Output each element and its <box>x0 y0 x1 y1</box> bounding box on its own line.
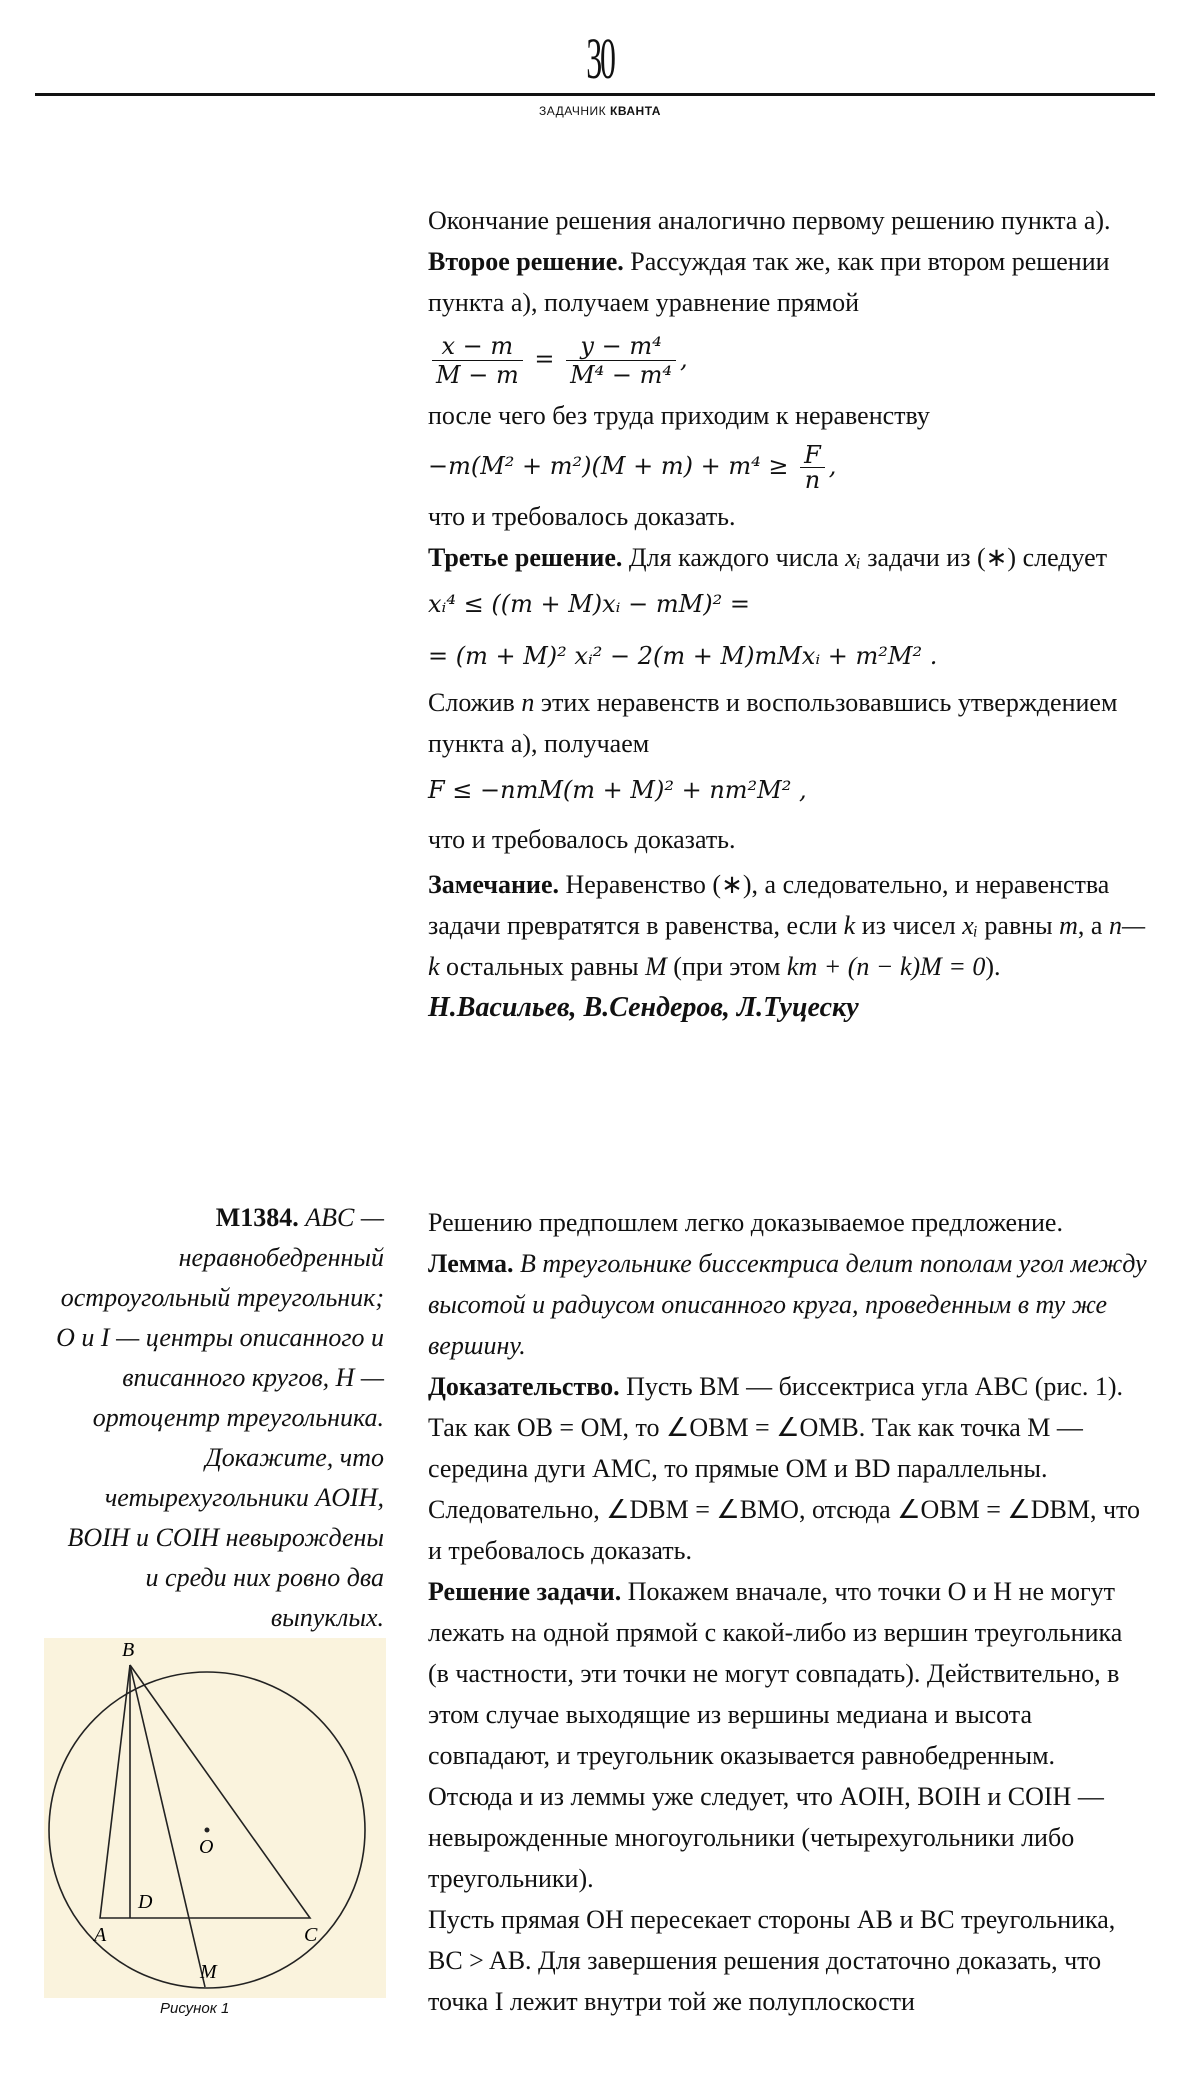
triangle-abc <box>100 1665 310 1918</box>
bisector-bm <box>130 1665 205 1987</box>
figure-1-drawing <box>44 1638 386 1998</box>
qed-two: что и требовалось доказать. <box>428 825 736 854</box>
authors: Н.Васильев, В.Сендеров, Л.Туцеску <box>428 992 859 1023</box>
running-head <box>0 104 1200 118</box>
third-solution-text-a: Для каждого числа <box>622 543 846 572</box>
label-b: B <box>122 1639 135 1661</box>
sum-text-b: этих неравенств и воспользовавшись утверждением пункта а), получаем <box>428 688 1118 758</box>
fraction-right-den: M⁴ − m⁴ <box>570 361 673 389</box>
third-solution <box>428 537 1148 578</box>
upper-column <box>428 200 1148 1028</box>
header-rule <box>35 93 1155 96</box>
inequality-two-line2: = (m + M)² xᵢ² − 2(m + M)mMxᵢ + m²M² . <box>428 642 938 670</box>
equals-sign: = <box>534 345 555 373</box>
hence-paragraph: Отсюда и из леммы уже следует, что AOIH, BOIH и COIH — невырожденные многоугольники (четырехугольники либо треугольники). <box>428 1782 1104 1893</box>
problem-id: М1384. <box>215 1203 299 1232</box>
remark-a: Неравенство (∗), а следовательно, и неравенства задачи превратятся в равенства, если <box>428 870 1110 940</box>
last-paragraph: Пусть прямая OH пересекает стороны AB и BC треугольника, BC > AB. Для завершения решения достаточно доказать, что точка I лежит внутри той же полуплоскости <box>428 1905 1116 2016</box>
remark-k: k <box>843 911 856 940</box>
lemma-label: Лемма. <box>428 1249 514 1278</box>
running-head-bold: КВАНТА <box>610 104 661 118</box>
solution-label: Решение задачи. <box>428 1577 622 1606</box>
remark-nk: n—k <box>428 911 1146 981</box>
label-o: O <box>199 1836 214 1858</box>
problem-statement <box>50 1198 384 1638</box>
problem-text: ABC — неравнобедренный остроугольный треугольник; O и I — центры описанного и вписанного кругов, H — ортоцентр треугольника. Докажите, что четырехугольники AOIH, BOIH и COIH невырождены и среди них ровно два выпуклых. <box>56 1203 384 1632</box>
fraction-f: F <box>800 443 825 468</box>
inequality-one-comma: , <box>828 452 837 480</box>
remark-f: (при этом <box>666 952 787 981</box>
label-a: A <box>94 1924 107 1946</box>
figure-caption: Рисунок 1 <box>160 2000 230 2017</box>
label-m: M <box>200 1961 217 1983</box>
fraction-right <box>566 332 676 389</box>
second-solution <box>428 241 1148 323</box>
remark <box>428 864 1148 987</box>
fraction-left <box>432 332 523 389</box>
label-d: D <box>138 1891 153 1913</box>
solution-text: Покажем вначале, что точки O и H не могут лежать на одной прямой с какой-либо из вершин треугольника (в частности, эти точки не могут совпадать). Действительно, в этом случае выходящие из вершины медиана и высота совпадают, и треугольник оказывается равнобедренным. <box>428 1577 1123 1770</box>
remark-d: , а <box>1077 911 1109 940</box>
inequality-two-line1: xᵢ⁴ ≤ ((m + M)xᵢ − mM)² = <box>428 590 750 618</box>
proof-label: Доказательство. <box>428 1372 620 1401</box>
qed-one: что и требовалось доказать. <box>428 502 736 531</box>
third-solution-label: Третье решение. <box>428 543 623 572</box>
lemma-text: В треугольнике биссектриса делит пополам угол между высотой и радиусом описанного круга, проведенным в ту же вершину. <box>428 1249 1147 1360</box>
remark-xi: xᵢ <box>962 911 978 940</box>
remark-g: ). <box>985 952 1001 981</box>
paragraph-ending: Окончание решения аналогично первому решению пункта а). <box>428 206 1111 235</box>
inequality-one-lhs: −m(M² + m²)(M + m) + m⁴ ≥ <box>428 452 789 480</box>
remark-e: остальных равны <box>439 952 646 981</box>
label-c: C <box>304 1924 318 1946</box>
fraction-n: n <box>804 466 821 494</box>
lemma <box>428 1243 1148 1366</box>
lower-column <box>428 1202 1148 2022</box>
remark-b: из чисел <box>855 911 963 940</box>
remark-m: m <box>1059 911 1078 940</box>
remark-equation: km + (n − k)M = 0 <box>786 952 986 981</box>
third-solution-text-b: задачи из (∗) следует <box>860 543 1108 572</box>
second-solution-text: Рассуждая так же, как при втором решении пункта а), получаем уравнение прямой <box>428 247 1110 317</box>
second-solution-label: Второе решение. <box>428 247 624 276</box>
proof <box>428 1366 1148 1571</box>
running-head-prefix: ЗАДАЧНИК <box>539 104 610 118</box>
line-equation <box>428 323 1148 395</box>
figure-1 <box>44 1638 386 1998</box>
sum-var: n <box>521 688 535 717</box>
third-solution-var: xᵢ <box>845 543 861 572</box>
remark-label: Замечание. <box>428 870 559 899</box>
intro-sentence: Решению предпошлем легко доказываемое предложение. <box>428 1208 1063 1237</box>
inequality-three: F ≤ −nmM(m + M)² + nm²M² , <box>428 776 807 804</box>
solution <box>428 1571 1148 1776</box>
fraction-f-over-n <box>800 443 825 492</box>
equation-comma: , <box>680 345 688 373</box>
remark-c: равны <box>977 911 1060 940</box>
fraction-right-num: y − m⁴ <box>566 332 676 361</box>
sum-paragraph <box>428 682 1148 764</box>
sum-text-a: Сложив <box>428 688 522 717</box>
fraction-left-den: M − m <box>436 361 519 389</box>
proof-text: Пусть BM — биссектриса угла ABC (рис. 1). Так как OB = OM, то ∠OBM = ∠OMB. Так как точка M — середина дуги AMC, то прямые OM и BD параллельны. Следовательно, ∠DBM = ∠BMO, отсюда ∠OBM = ∠DBM, что и требовалось доказать. <box>428 1372 1141 1565</box>
page-number: 30 <box>586 26 614 91</box>
remark-bigm: M <box>645 952 667 981</box>
inequality-one <box>428 436 1148 496</box>
center-point-o <box>205 1828 210 1833</box>
fraction-left-num: x − m <box>432 332 523 361</box>
after-equation-text: после чего без труда приходим к неравенству <box>428 401 930 430</box>
